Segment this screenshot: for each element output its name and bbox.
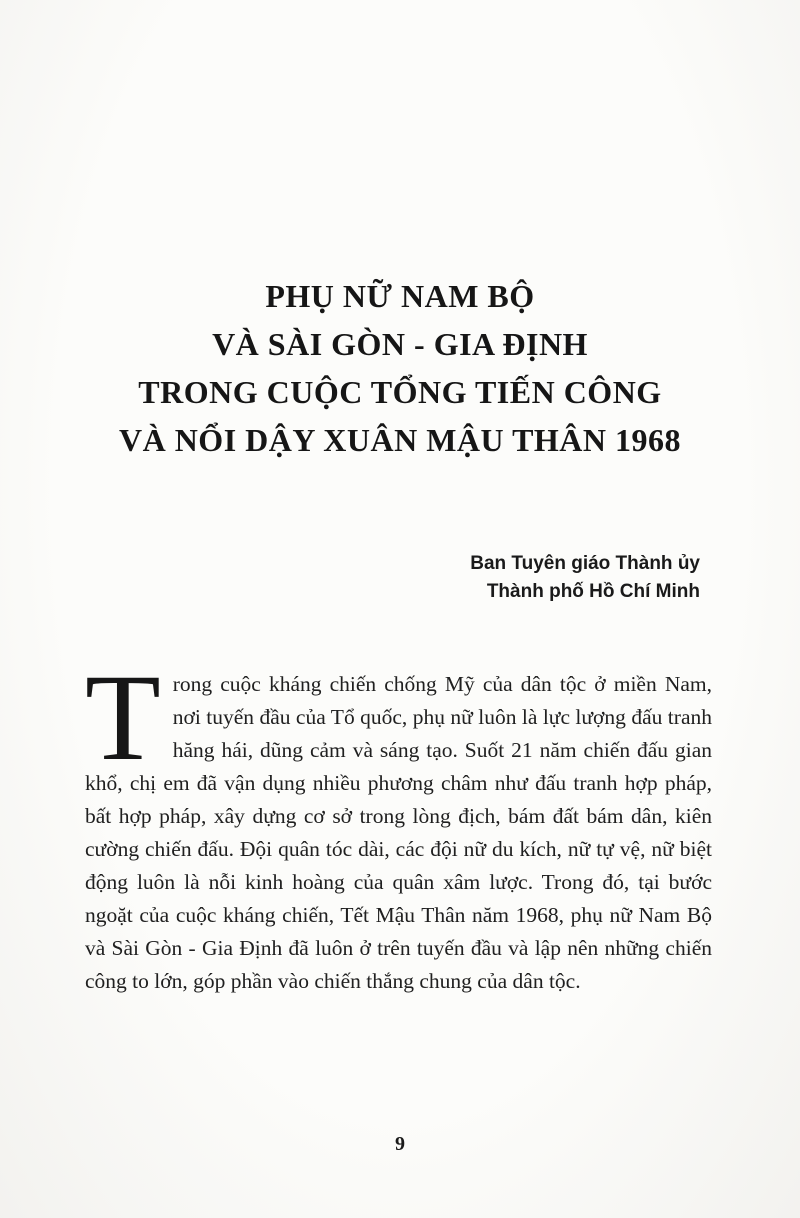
chapter-title-line-3: TRONG CUỘC TỔNG TIẾN CÔNG — [138, 374, 662, 410]
paragraph-text: rong cuộc kháng chiến chống Mỹ của dân tộc ở miền Nam, nơi tuyến đầu của Tổ quốc, phụ nữ luôn là lực lượng đấu tranh hăng hái, dũng cảm và sáng tạo. Suốt 21 năm chiến đấu gian khổ, chị em đã vận dụng nhiều phương châm như đấu tranh hợp pháp, bất hợp pháp, xây dựng cơ sở trong lòng địch, bám đất bám dân, kiên cường chiến đấu. Đội quân tóc dài, các đội nữ du kích, nữ tự vệ, nữ biệt động luôn là nỗi kinh hoàng của quân xâm lược. Trong đó, tại bước ngoặt của cuộc kháng chiến, Tết Mậu Thân năm 1968, phụ nữ Nam Bộ và Sài Gòn - Gia Định đã luôn ở trên tuyến đầu và lập nên những chiến công to lớn, góp phần vào chiến thắng chung của dân tộc. — [85, 672, 712, 993]
attribution-line-1: Ban Tuyên giáo Thành ủy — [470, 553, 700, 574]
attribution-line-2: Thành phố Hồ Chí Minh — [486, 581, 700, 602]
body-paragraph — [85, 649, 712, 998]
chapter-title — [0, 0, 800, 464]
author-attribution — [0, 550, 800, 606]
chapter-title-line-4: VÀ NỔI DẬY XUÂN MẬU THÂN 1968 — [118, 422, 682, 458]
chapter-title-line-2: VÀ SÀI GÒN - GIA ĐỊNH — [212, 326, 588, 362]
chapter-title-line-1: PHỤ NỮ NAM BỘ — [265, 278, 535, 314]
page-number: 9 — [395, 1133, 405, 1155]
drop-cap-letter: T — [85, 649, 161, 786]
